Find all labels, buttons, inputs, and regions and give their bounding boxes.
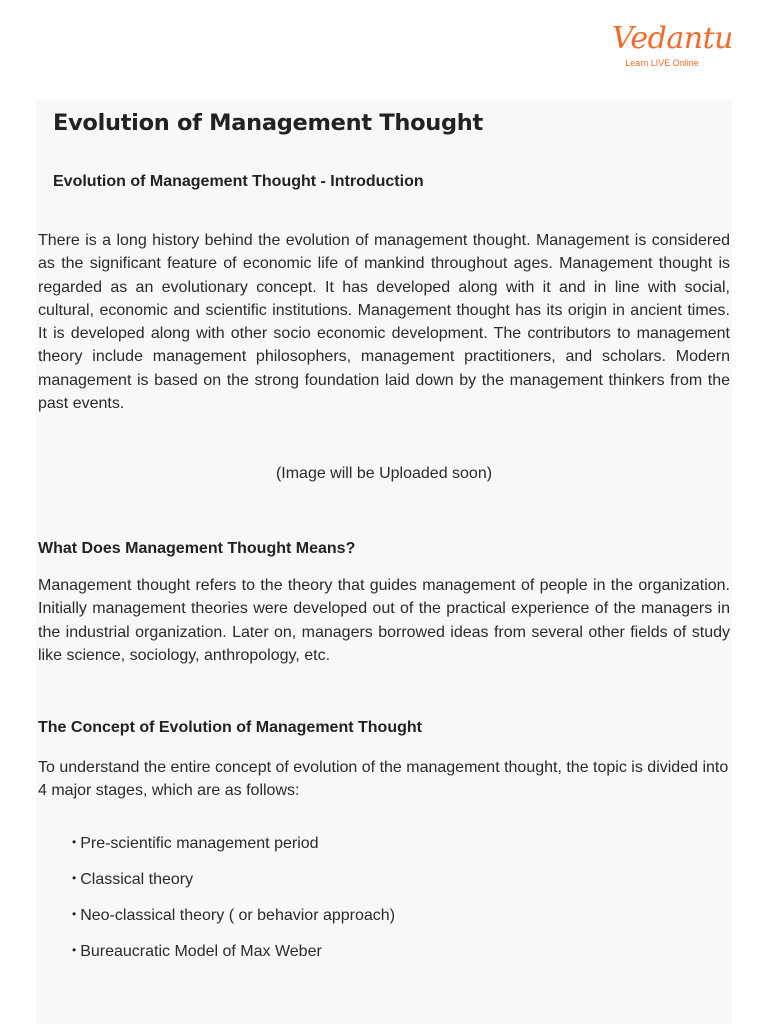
stage-label: Bureaucratic Model of Max Weber	[80, 943, 322, 960]
bullet-icon: •	[72, 871, 77, 885]
stages-list	[72, 832, 395, 976]
logo-tagline: Learn LIVE Online	[625, 58, 699, 68]
page-subtitle: Evolution of Management Thought - Introduction	[53, 173, 424, 190]
section-heading-concept: The Concept of Evolution of Management Thought	[38, 719, 422, 736]
meaning-paragraph: Management thought refers to the theory that guides management of people in the organization. Initially management theories were developed out of the practical experience of the managers in the industrial organization. Later on, managers borrowed ideas from several other fields of study like science, sociology, anthropology, etc.	[38, 577, 730, 664]
intro-paragraph: There is a long history behind the evolution of management thought. Management is considered as the significant feature of economic life of mankind throughout ages. Management thought is regarded as an evolutionary concept. It has developed along with it and in line with social, cultural, economic and scientific institutions. Management thought has its origin in ancient times. It is developed along with other socio economic development. The contributors to management theory include management philosophers, management practitioners, and scholars. Modern management is based on the strong foundation laid down by the management thinkers from the past events.	[38, 232, 730, 413]
vedantu-logo[interactable]	[612, 21, 733, 74]
list-item	[72, 904, 395, 940]
stage-label: Pre-scientific management period	[80, 835, 319, 852]
list-item	[72, 868, 395, 904]
bullet-icon: •	[72, 907, 77, 921]
section-heading-meaning: What Does Management Thought Means?	[38, 540, 356, 557]
bullet-icon: •	[72, 943, 77, 957]
logo-wordmark: Vedantu	[612, 21, 733, 56]
image-placeholder: (Image will be Uploaded soon)	[275, 465, 493, 482]
stage-label: Neo-classical theory ( or behavior approach)	[80, 907, 396, 924]
list-item	[72, 940, 395, 976]
stage-label: Classical theory	[80, 871, 194, 888]
concept-paragraph: To understand the entire concept of evolution of the management thought, the topic is divided into 4 major stages, which are as follows:	[38, 759, 729, 800]
list-item	[72, 832, 395, 868]
bullet-icon: •	[72, 835, 77, 849]
page-title: Evolution of Management Thought	[53, 110, 483, 136]
